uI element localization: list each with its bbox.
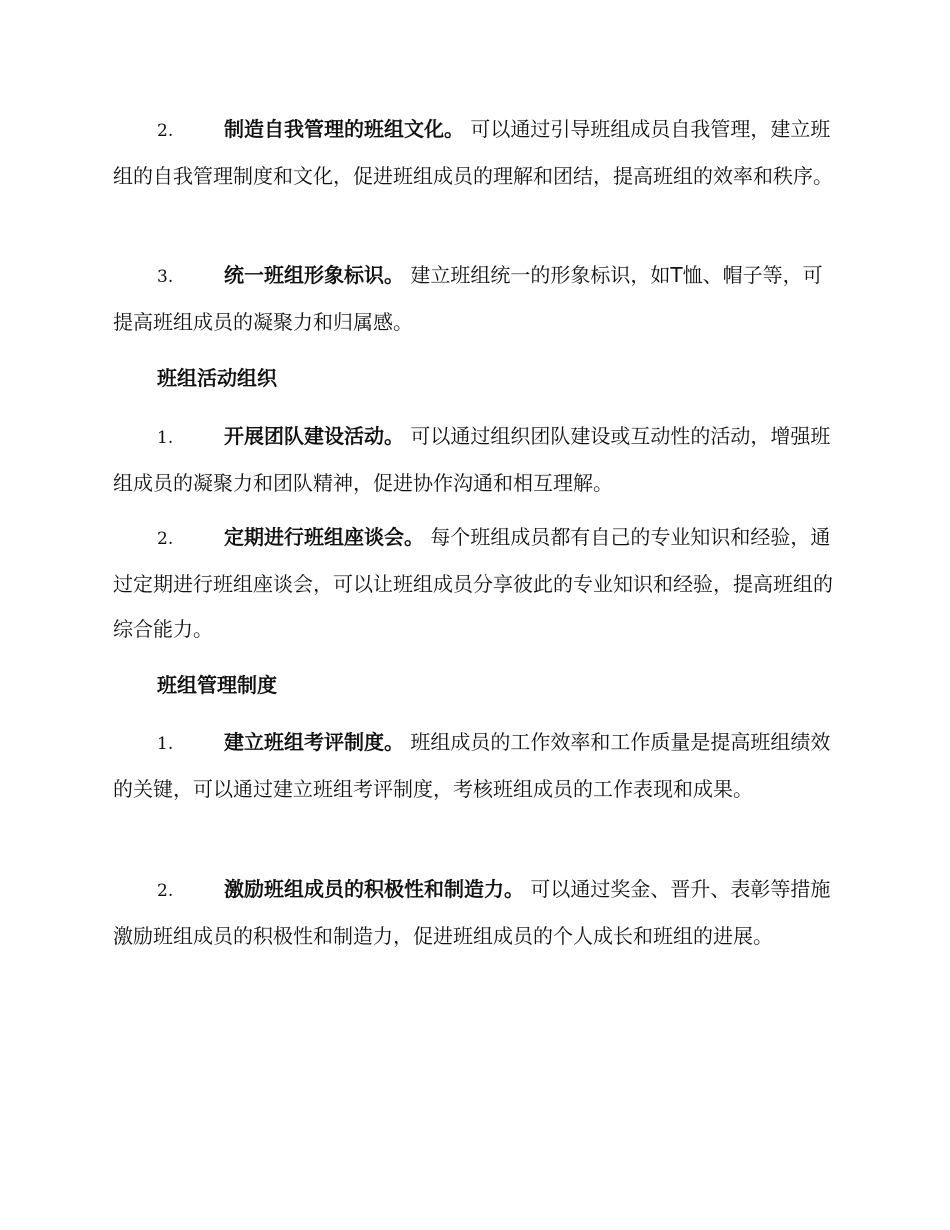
list-item: [113, 107, 840, 199]
item-text: 班组成员的工作效率和工作质量是提高班组绩效的关键，可以通过建立班组考评制度，考核班组成员的工作表现和成果。: [113, 730, 831, 801]
list-item: [113, 515, 840, 652]
item-lead: 定期进行班组座谈会。: [224, 525, 424, 549]
item-number: 1.: [157, 428, 174, 448]
item-text: 可以通过引导班组成员自我管理，建立班组的自我管理制度和文化，促进班组成员的理解和团结，提高班组的效率和秩序。: [113, 117, 833, 188]
item-text: 每个班组成员都有自己的专业知识和经验，通过定期进行班组座谈会，可以让班组成员分享彼此的专业知识和经验，提高班组的综合能力。: [113, 525, 833, 641]
item-lead: 开展团队建设活动。: [224, 424, 404, 448]
item-lead: 制造自我管理的班组文化。: [224, 117, 464, 141]
list-item: [113, 867, 840, 959]
list-item: [113, 414, 840, 506]
item-lead: 激励班组成员的积极性和制造力。: [224, 877, 524, 901]
item-number: 2.: [157, 529, 174, 549]
item-number: 2.: [157, 121, 174, 141]
list-item: [113, 253, 840, 345]
item-number: 3.: [157, 267, 174, 287]
item-text: 可以通过奖金、晋升、表彰等措施激励班组成员的积极性和制造力，促进班组成员的个人成长和班组的进展。: [113, 877, 831, 948]
item-number: 2.: [157, 881, 174, 901]
list-item: [113, 720, 840, 812]
item-number: 1.: [157, 734, 174, 754]
section-heading: 班组管理制度: [157, 673, 277, 697]
item-text: 可以通过组织团队建设或互动性的活动，增强班组成员的凝聚力和团队精神，促进协作沟通和相互理解。: [113, 424, 831, 495]
item-lead: 统一班组形象标识。: [224, 263, 404, 287]
item-text: 建立班组统一的形象标识，如T恤、帽子等，可提高班组成员的凝聚力和归属感。: [113, 263, 823, 334]
section-heading: 班组活动组织: [157, 366, 277, 390]
item-lead: 建立班组考评制度。: [224, 730, 404, 754]
